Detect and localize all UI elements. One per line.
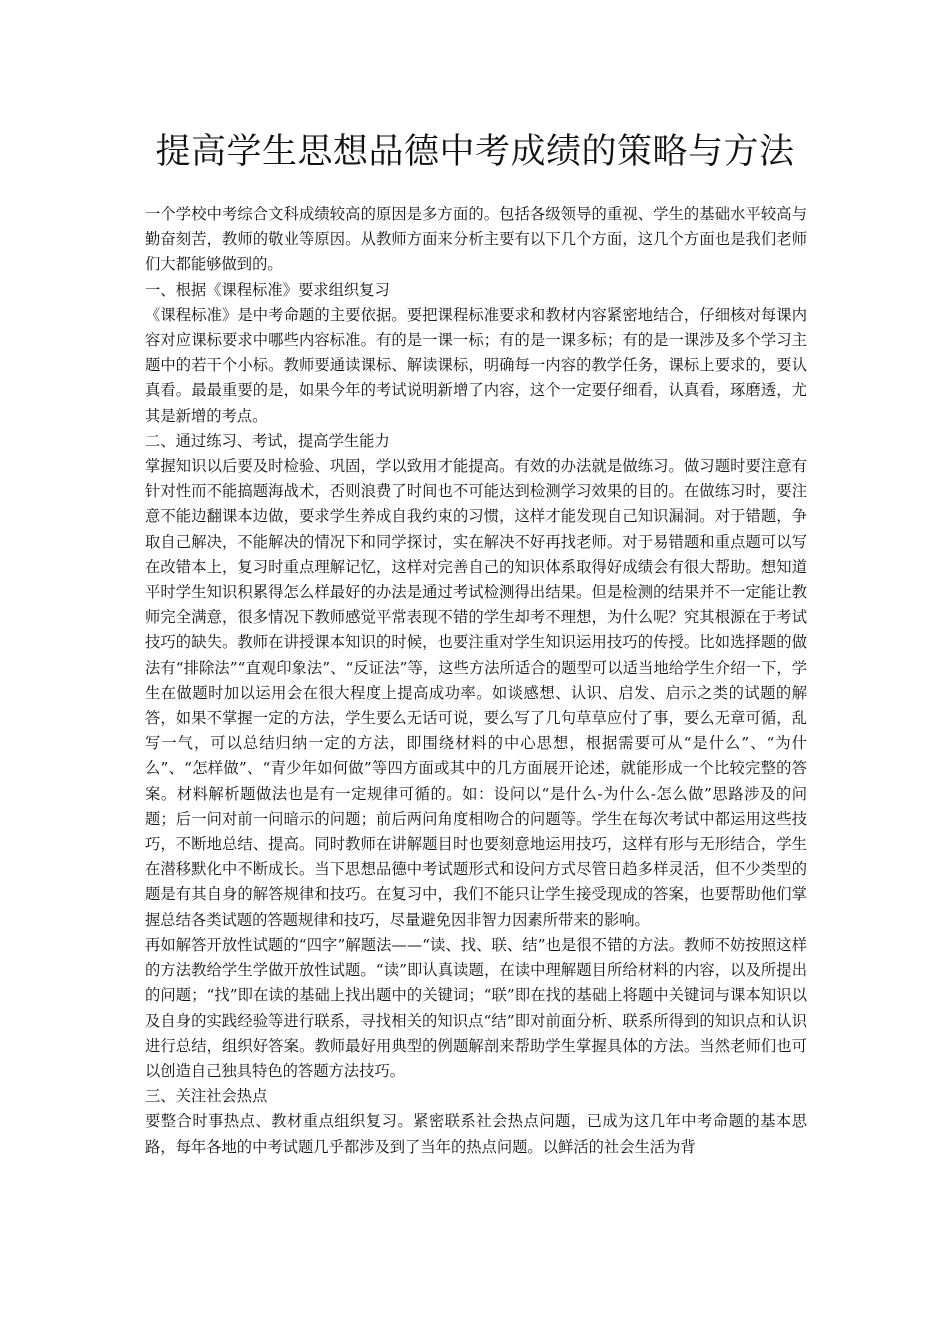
section-3-paragraph-1: 要整合时事热点、教材重点组织复习。紧密联系社会热点问题，已成为这几年中考命题的基本思路，每年各地的中考试题几乎都涉及到了当年的热点问题。以鲜活的社会生活为背	[145, 1112, 807, 1156]
section-2-paragraph-1: 掌握知识以后要及时检验、巩固，学以致用才能提高。有效的办法就是做练习。做习题时要注意有针对性而不能搞题海战术，否则浪费了时间也不可能达到检测学习效果的目的。在做练习时，要注意不能边翻课本边做，要求学生养成自我约束的习惯，这样才能发现自己知识漏洞。对于错题，争取自己解决，不能解决的情况下和同学探讨，实在解决不好再找老师。对于易错题和重点题可以写在改错本上，复习时重点理解记忆，这样对完善自己的知识体系取得好成绩会有很大帮助。想知道平时学生知识积累得怎么样最好的办法是通过考试检测得出结果。但是检测的结果并不一定能让教师完全满意，很多情况下教师感觉平常表现不错的学生却考不理想，为什么呢？究其根源在于考试技巧的缺失。教师在讲授课本知识的时候，也要注重对学生知识运用技巧的传授。比如选择题的做法有“排除法”“直观印象法”、“反证法”等，这些方法所适合的题型可以适当地给学生介绍一下，学生在做题时加以运用会在很大程度上提高成功率。如谈感想、认识、启发、启示之类的试题的解答，如果不掌握一定的方法，学生要么无话可说，要么写了几句草草应付了事，要么无章可循，乱写一气，可以总结归纳一定的方法，即围绕材料的中心思想，根据需要可从“是什么”、“为什么”、“怎样做”、“青少年如何做”等四方面或其中的几方面展开论述，就能形成一个比较完整的答案。材料解析题做法也是有一定规律可循的。如：设问以“是什么-为什么-怎么做”思路涉及的问题；后一问对前一问暗示的问题；前后两问角度相吻合的问题等。学生在每次考试中都运用这些技巧，不断地总结、提高。同时教师在讲解题目时也要刻意地运用技巧，这样有形与无形结合，学生在潜移默化中不断成长。当下思想品德中考试题形式和设问方式尽管日趋多样灵活，但不少类型的题是有其自身的解答规律和技巧。在复习中，我们不能只让学生接受现成的答案，也要帮助他们掌握总结各类试题的答题规律和技巧，尽量避免因非智力因素所带来的影响。	[145, 457, 807, 929]
document-title: 提高学生思想品德中考成绩的策略与方法	[155, 132, 795, 172]
section-3-heading: 三、关注社会热点	[145, 1087, 268, 1106]
document-body	[145, 202, 807, 1160]
section-1-heading: 一、根据《课程标准》要求组织复习	[145, 280, 390, 299]
section-2-paragraph-2: 再如解答开放性试题的“四字”解题法——“读、找、联、结”也是很不错的方法。教师不妨按照这样的方法教给学生学做开放性试题。“读”即认真读题，在读中理解题目所给材料的内容，以及所提出的问题；“找”即在读的基础上找出题中的关键词；“联”即在找的基础上将题中关键词与课本知识以及自身的实践经验等进行联系，寻找相关的知识点“结”即对前面分析、联系所得到的知识点和认识进行总结，组织好答案。教师最好用典型的例题解剖来帮助学生掌握具体的方法。当然老师们也可以创造自己独具特色的答题方法技巧。	[145, 935, 807, 1080]
section-1-paragraph-1: 《课程标准》是中考命题的主要依据。要把课程标准要求和教材内容紧密地结合，仔细核对每课内容对应课标要求中哪些内容标准。有的是一课一标；有的是一课多标；有的是一课涉及多个学习主题中的若干个小标。教师要通读课标、解读课标，明确每一内容的教学任务，课标上要求的，要认真看。最最重要的是，如果今年的考试说明新增了内容，这个一定要仔细看，认真看，琢磨透，尤其是新增的考点。	[145, 305, 807, 425]
section-2-heading: 二、通过练习、考试，提高学生能力	[145, 431, 390, 450]
intro-paragraph: 一个学校中考综合文科成绩较高的原因是多方面的。包括各级领导的重视、学生的基础水平较高与勤奋刻苦，教师的敬业等原因。从教师方面来分析主要有以下几个方面，这几个方面也是我们老师们大都能够做到的。	[145, 205, 807, 274]
